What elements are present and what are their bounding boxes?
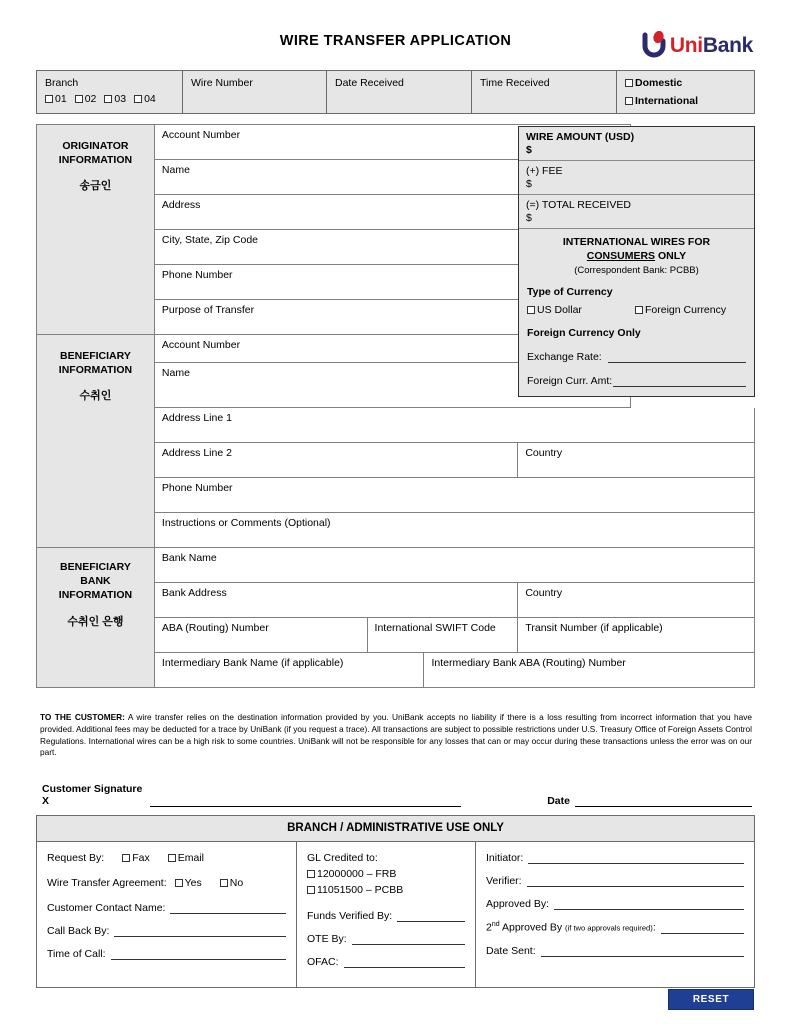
call-back-by-input-line[interactable] bbox=[114, 926, 286, 937]
beneficiary-address-line-2-field[interactable] bbox=[154, 443, 517, 478]
customer-contact-name-label: Customer Contact Name: bbox=[47, 902, 166, 914]
branch-checkbox-group bbox=[45, 93, 174, 105]
request-by-fax-option[interactable] bbox=[122, 852, 150, 864]
transfer-type-cell bbox=[617, 71, 754, 113]
checkbox-icon[interactable] bbox=[625, 79, 633, 87]
funds-verified-by-input-line[interactable] bbox=[397, 911, 465, 922]
branch-cell bbox=[37, 71, 183, 113]
foreign-curr-amt-row[interactable] bbox=[527, 375, 746, 387]
intermediary-bank-name-field[interactable] bbox=[154, 653, 424, 688]
intl-only-text: ONLY bbox=[655, 250, 687, 263]
correspondent-bank-note: (Correspondent Bank: PCBB) bbox=[574, 265, 699, 277]
field-label: Address Line 1 bbox=[161, 412, 232, 424]
customer-signature-input-line[interactable] bbox=[150, 795, 461, 807]
intl-heading bbox=[527, 235, 746, 263]
wire-transfer-agreement-row bbox=[47, 877, 286, 889]
exchange-rate-input-line[interactable] bbox=[608, 352, 746, 363]
branch-option-02-label: 02 bbox=[84, 93, 97, 105]
field-label: Address bbox=[161, 199, 201, 211]
field-label: City, State, Zip Code bbox=[161, 234, 259, 246]
checkbox-icon[interactable] bbox=[625, 97, 633, 105]
beneficiary-country-field[interactable] bbox=[518, 443, 755, 478]
international-option[interactable] bbox=[625, 95, 746, 107]
signature-date-input-line[interactable] bbox=[575, 795, 752, 807]
customer-signature-label: Customer Signature X bbox=[42, 783, 143, 807]
type-of-currency-label: Type of Currency bbox=[527, 286, 613, 299]
intermediary-bank-aba-field[interactable] bbox=[424, 653, 755, 688]
gl-credited-label: GL Credited to: bbox=[307, 852, 378, 864]
date-sent-label: Date Sent: bbox=[486, 944, 536, 957]
checkbox-icon[interactable] bbox=[175, 879, 183, 887]
wire-amount-box bbox=[518, 126, 755, 397]
date-sent-input-line[interactable] bbox=[541, 946, 744, 957]
disclaimer-body: A wire transfer relies on the destination information provided by you. UniBank accepts no liability if there is a loss resulting from incorrect information that you have provided. Additional fees may be deducted for a trace by UniBank (if you request a trace). All transactions are subject to possible restrictions under U.S. Treasury Office of Foreign Assets Control Regulations. International wires can be a high risk to some countries. UniBank will not be responsible for any losses that can or may occur during these transactions unless the error was on our part. bbox=[40, 712, 752, 758]
field-label: Country bbox=[525, 587, 563, 599]
originator-section-heading bbox=[37, 125, 155, 335]
aba-routing-number-field[interactable] bbox=[154, 618, 367, 653]
foreign-currency-label: Foreign Currency bbox=[645, 304, 727, 317]
wire-amount-row[interactable] bbox=[519, 127, 754, 161]
checkbox-icon[interactable] bbox=[75, 95, 83, 103]
field-label: Name bbox=[161, 367, 190, 379]
gl-option-pcbb[interactable] bbox=[307, 884, 465, 896]
bank-name-field[interactable] bbox=[154, 548, 754, 583]
top-info-strip bbox=[36, 70, 755, 114]
branch-option-03-label: 03 bbox=[114, 93, 127, 105]
beneficiary-heading-korean: 수취인 bbox=[79, 390, 112, 403]
foreign-curr-amt-input-line[interactable] bbox=[613, 376, 746, 387]
wire-number-field[interactable] bbox=[183, 71, 327, 113]
bbank-heading-line2: BANK bbox=[80, 575, 111, 588]
checkbox-icon[interactable] bbox=[134, 95, 142, 103]
wire-amount-dollar-sign: $ bbox=[526, 144, 532, 156]
international-label: International bbox=[635, 95, 699, 107]
fee-label: (+) FEE bbox=[526, 165, 563, 177]
intl-heading-line1: INTERNATIONAL WIRES FOR bbox=[562, 236, 711, 248]
second-approved-by-input-line[interactable] bbox=[661, 923, 744, 934]
ofac-label: OFAC: bbox=[307, 956, 339, 968]
disclaimer-lead: TO THE CUSTOMER: bbox=[40, 712, 125, 722]
admin-section-title: BRANCH / ADMINISTRATIVE USE ONLY bbox=[37, 816, 754, 842]
admin-column-gl bbox=[297, 842, 476, 987]
admin-column-request bbox=[37, 842, 297, 987]
branch-option-02[interactable] bbox=[75, 93, 97, 105]
gl-option-pcbb-label: 11051500 – PCBB bbox=[317, 884, 404, 896]
branch-option-01[interactable] bbox=[45, 93, 67, 105]
bank-country-field[interactable] bbox=[518, 583, 755, 618]
call-back-by-row bbox=[47, 925, 286, 937]
exchange-rate-label: Exchange Rate: bbox=[527, 351, 602, 364]
branch-option-04-label: 04 bbox=[144, 93, 156, 105]
field-label: Intermediary Bank Name (if applicable) bbox=[161, 657, 344, 669]
customer-contact-name-input-line[interactable] bbox=[170, 903, 286, 914]
currency-options bbox=[527, 304, 746, 316]
field-label: Address Line 2 bbox=[161, 447, 232, 459]
checkbox-icon[interactable] bbox=[635, 306, 643, 314]
request-by-label: Request By: bbox=[47, 852, 105, 864]
customer-disclaimer bbox=[40, 712, 752, 759]
branch-administrative-section bbox=[36, 815, 755, 988]
ote-by-label: OTE By: bbox=[307, 933, 347, 945]
field-label: Purpose of Transfer bbox=[161, 304, 255, 316]
foreign-curr-amt-label: Foreign Curr. Amt: bbox=[527, 375, 613, 388]
checkbox-icon[interactable] bbox=[220, 879, 228, 887]
field-label: ABA (Routing) Number bbox=[161, 622, 269, 634]
beneficiary-instructions-field[interactable] bbox=[154, 513, 754, 548]
checkbox-icon[interactable] bbox=[307, 886, 315, 894]
verifier-input-line[interactable] bbox=[527, 876, 744, 887]
date-received-label: Date Received bbox=[335, 77, 404, 89]
second-approved-by-row bbox=[486, 921, 744, 934]
email-label: Email bbox=[177, 852, 204, 864]
verifier-label: Verifier: bbox=[486, 875, 522, 887]
checkbox-icon[interactable] bbox=[45, 95, 53, 103]
total-received-label: (=) TOTAL RECEIVED bbox=[526, 199, 631, 211]
fee-row[interactable] bbox=[519, 161, 754, 195]
signature-date-label: Date bbox=[547, 795, 570, 807]
beneficiary-heading-line1: BENEFICIARY bbox=[60, 350, 131, 362]
admin-column-approvals bbox=[476, 842, 754, 987]
field-label: Transit Number (if applicable) bbox=[525, 622, 663, 634]
initiator-label: Initiator: bbox=[486, 852, 524, 864]
checkbox-icon[interactable] bbox=[168, 854, 176, 862]
verifier-row bbox=[486, 875, 744, 887]
field-label: Phone Number bbox=[161, 269, 233, 281]
request-by-row bbox=[47, 852, 286, 864]
form-header bbox=[0, 26, 791, 66]
field-label: Country bbox=[525, 447, 563, 459]
funds-verified-by-row bbox=[307, 910, 465, 922]
beneficiary-bank-section-heading bbox=[37, 548, 155, 688]
beneficiary-heading-line2: INFORMATION bbox=[58, 364, 133, 377]
initiator-row bbox=[486, 852, 744, 864]
fee-dollar-sign: $ bbox=[526, 178, 532, 190]
date-sent-row bbox=[486, 945, 744, 957]
time-of-call-row bbox=[47, 948, 286, 960]
foreign-currency-option[interactable] bbox=[635, 304, 726, 316]
ote-by-input-line[interactable] bbox=[352, 934, 465, 945]
approved-by-label: Approved By: bbox=[486, 898, 550, 910]
field-label: Bank Address bbox=[161, 587, 227, 599]
request-by-email-option[interactable] bbox=[168, 852, 204, 864]
field-label: Account Number bbox=[161, 129, 241, 141]
wire-number-label: Wire Number bbox=[191, 77, 253, 89]
call-back-by-label: Call Back By: bbox=[47, 925, 110, 937]
unibank-logo bbox=[641, 28, 753, 62]
field-label: International SWIFT Code bbox=[374, 622, 496, 634]
agreement-no-option[interactable] bbox=[220, 877, 243, 889]
agreement-label: Wire Transfer Agreement: bbox=[47, 877, 167, 889]
checkbox-icon[interactable] bbox=[104, 95, 112, 103]
international-wires-panel bbox=[519, 229, 754, 396]
domestic-option[interactable] bbox=[625, 77, 746, 89]
wire-amount-label: WIRE AMOUNT (USD) bbox=[526, 131, 635, 143]
field-label: Instructions or Comments (Optional) bbox=[161, 517, 331, 529]
us-dollar-option[interactable] bbox=[527, 304, 635, 316]
branch-option-04[interactable] bbox=[134, 93, 156, 105]
time-of-call-label: Time of Call: bbox=[47, 948, 106, 960]
initiator-input-line[interactable] bbox=[528, 853, 744, 864]
date-received-field[interactable] bbox=[327, 71, 472, 113]
field-label: Phone Number bbox=[161, 482, 233, 494]
branch-option-01-label: 01 bbox=[55, 93, 67, 105]
originator-heading-line1: ORIGINATOR bbox=[62, 140, 129, 152]
ofac-row bbox=[307, 956, 465, 968]
time-of-call-input-line[interactable] bbox=[111, 949, 286, 960]
approved-by-row bbox=[486, 898, 744, 910]
originator-heading-line2: INFORMATION bbox=[58, 154, 133, 167]
beneficiary-address-line-1-field[interactable] bbox=[154, 408, 754, 443]
foreign-currency-only-label: Foreign Currency Only bbox=[527, 327, 641, 340]
bank-address-field[interactable] bbox=[154, 583, 517, 618]
total-received-row[interactable] bbox=[519, 195, 754, 229]
bbank-heading-korean: 수취인 은행 bbox=[67, 615, 124, 628]
field-label: Name bbox=[161, 164, 190, 176]
originator-heading-korean: 송금인 bbox=[79, 180, 112, 193]
checkbox-icon[interactable] bbox=[122, 854, 130, 862]
field-label: Bank Name bbox=[161, 552, 217, 564]
transit-number-field[interactable] bbox=[518, 618, 755, 653]
time-received-field[interactable] bbox=[472, 71, 617, 113]
unibank-logo-mark-icon bbox=[641, 31, 668, 59]
beneficiary-section-heading bbox=[37, 335, 155, 548]
customer-contact-name-row bbox=[47, 902, 286, 914]
reset-button[interactable]: RESET bbox=[668, 989, 754, 1010]
us-dollar-label: US Dollar bbox=[537, 304, 582, 317]
logo-text-uni: Uni bbox=[669, 33, 703, 57]
intl-consumers-underlined: CONSUMERS bbox=[586, 250, 656, 263]
checkbox-icon[interactable] bbox=[307, 870, 315, 878]
branch-label: Branch bbox=[45, 77, 79, 89]
page-title: WIRE TRANSFER APPLICATION bbox=[279, 33, 512, 49]
time-received-label: Time Received bbox=[480, 77, 550, 89]
exchange-rate-row[interactable] bbox=[527, 351, 746, 363]
yes-label: Yes bbox=[184, 877, 202, 889]
domestic-label: Domestic bbox=[635, 77, 683, 89]
field-label: Account Number bbox=[161, 339, 241, 351]
ofac-input-line[interactable] bbox=[344, 957, 465, 968]
second-approved-by-label: 2nd Approved By (if two approvals required): bbox=[486, 921, 656, 934]
beneficiary-phone-field[interactable] bbox=[154, 478, 754, 513]
gl-option-frb-label: 12000000 – FRB bbox=[317, 868, 397, 880]
checkbox-icon[interactable] bbox=[527, 306, 535, 314]
no-label: No bbox=[229, 877, 244, 889]
branch-option-03[interactable] bbox=[104, 93, 126, 105]
bbank-heading-line1: BENEFICIARY bbox=[60, 561, 131, 573]
fax-label: Fax bbox=[132, 852, 150, 864]
ote-by-row bbox=[307, 933, 465, 945]
agreement-yes-option[interactable] bbox=[175, 877, 202, 889]
logo-text-bank: Bank bbox=[702, 33, 753, 57]
bbank-heading-line3: INFORMATION bbox=[58, 589, 133, 602]
field-label: Intermediary Bank ABA (Routing) Number bbox=[431, 657, 626, 669]
swift-code-field[interactable] bbox=[367, 618, 518, 653]
approved-by-input-line[interactable] bbox=[554, 899, 744, 910]
signature-row bbox=[42, 783, 752, 807]
gl-option-frb[interactable] bbox=[307, 868, 465, 880]
total-dollar-sign: $ bbox=[526, 212, 532, 224]
funds-verified-by-label: Funds Verified By: bbox=[307, 910, 393, 922]
